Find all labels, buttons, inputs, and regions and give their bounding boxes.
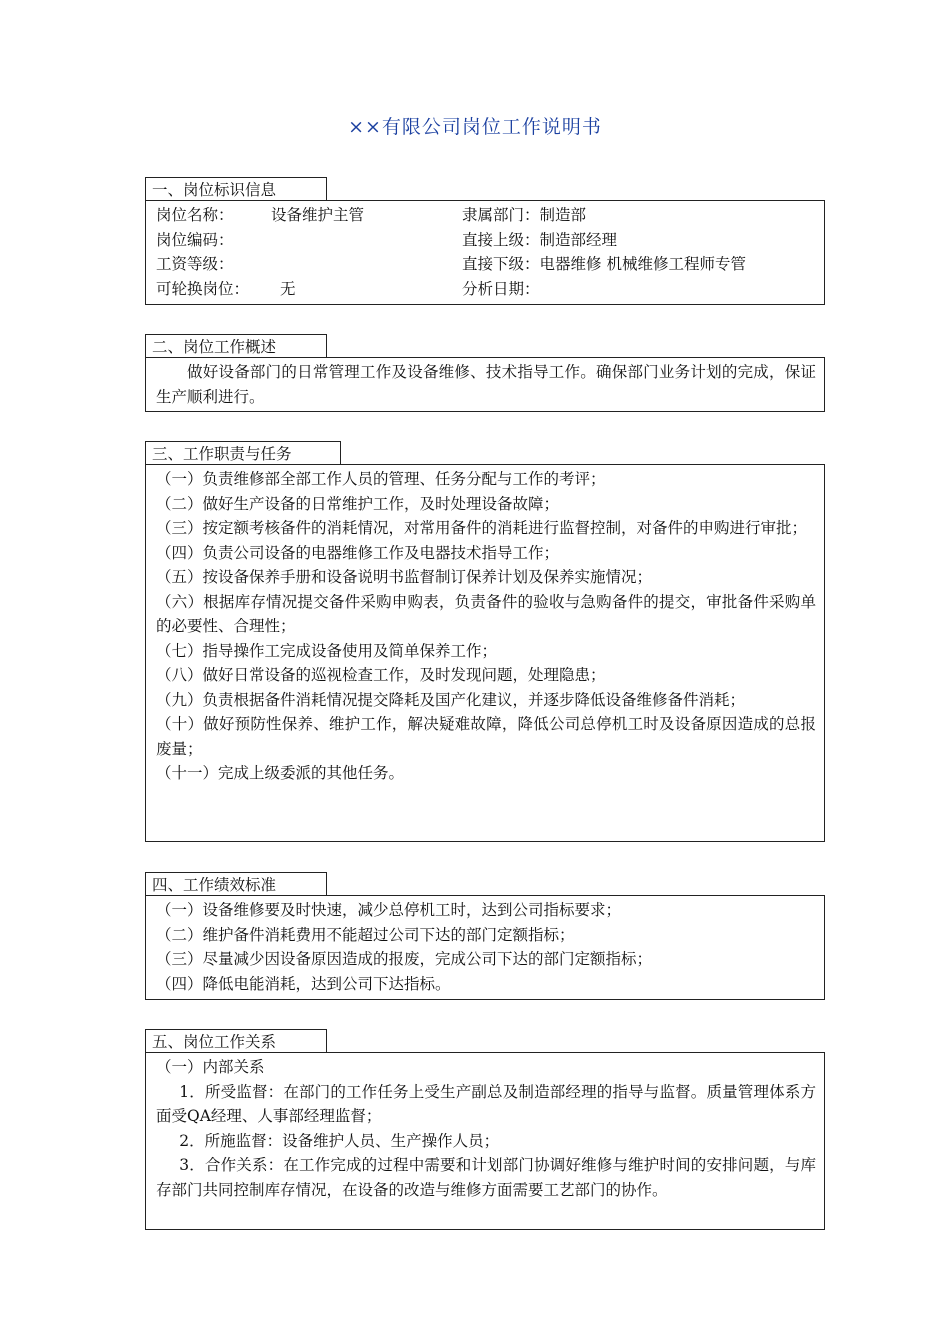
section-3-heading: 三、工作职责与任务 bbox=[145, 441, 341, 465]
field-label: 工资等级： bbox=[156, 255, 234, 273]
field-value: 电器维修 机械维修工程师专管 bbox=[539, 255, 746, 273]
info-row bbox=[156, 228, 816, 253]
kpi-item: （一）设备维修要及时快速，减少总停机工时，达到公司指标要求； bbox=[156, 901, 622, 919]
duty-item: （九）负责根据备件消耗情况提交降耗及国产化建议，并逐步降低设备维修备件消耗； bbox=[156, 690, 746, 709]
duty-item: （十一）完成上级委派的其他任务。 bbox=[156, 764, 405, 782]
info-row bbox=[156, 277, 816, 302]
field-label: 直接上级： bbox=[462, 230, 540, 249]
field-label: 可轮换岗位： bbox=[156, 279, 250, 298]
section-4-heading: 四、工作绩效标准 bbox=[145, 872, 327, 896]
field-label: 隶属部门： bbox=[462, 206, 540, 224]
duty-item: （五）按设备保养手册和设备说明书监督制订保养计划及保养实施情况； bbox=[156, 568, 653, 586]
duty-item: （十）做好预防性保养、维护工作，解决疑难故障，降低公司总停机工时及设备原因造成的总报废量； bbox=[156, 715, 816, 758]
field-value: 设备维护主管 bbox=[271, 206, 365, 224]
kpi-item: （二）维护备件消耗费用不能超过公司下达的部门定额指标； bbox=[156, 925, 575, 944]
duty-item: （八）做好日常设备的巡视检查工作，及时发现问题，处理隐患； bbox=[156, 666, 606, 684]
relation-subheading: （一）内部关系 bbox=[156, 1058, 265, 1076]
duty-item: （四）负责公司设备的电器维修工作及电器技术指导工作； bbox=[156, 543, 560, 562]
duty-item: （六）根据库存情况提交备件采购申购表，负责备件的验收与急购备件的提交，审批备件采购单的必要性、合理性； bbox=[156, 592, 816, 635]
field-label: 岗位名称： bbox=[156, 206, 234, 224]
duty-item: （三）按定额考核备件的消耗情况，对常用备件的消耗进行监督控制，对备件的申购进行审批； bbox=[156, 519, 808, 537]
kpi-item: （三）尽量减少因设备原因造成的报废，完成公司下达的部门定额指标； bbox=[156, 950, 653, 968]
section-2-heading: 二、岗位工作概述 bbox=[145, 334, 327, 358]
duty-item: （七）指导操作工完成设备使用及简单保养工作； bbox=[156, 641, 498, 660]
field-value: 制造部 bbox=[539, 206, 587, 224]
field-label: 直接下级： bbox=[462, 255, 540, 273]
field-label: 岗位编码： bbox=[156, 230, 234, 249]
field-value: 无 bbox=[280, 279, 296, 298]
section-4-box bbox=[145, 895, 825, 1000]
section-2-box bbox=[145, 357, 825, 412]
info-row bbox=[156, 203, 816, 228]
relation-item: 2．所施监督：设备维护人员、生产操作人员； bbox=[179, 1131, 500, 1150]
section-5-heading: 五、岗位工作关系 bbox=[145, 1029, 327, 1053]
relation-item: 3．合作关系：在工作完成的过程中需要和计划部门协调好维修与维护时间的安排问题，与库存部门共同控制库存情况，在设备的改造与维修方面需要工艺部门的协作。 bbox=[156, 1156, 816, 1199]
field-label: 分析日期： bbox=[462, 279, 540, 298]
page-title: ××有限公司岗位工作说明书 bbox=[348, 116, 602, 138]
section-3-box bbox=[145, 464, 825, 842]
section-1-box bbox=[145, 200, 825, 305]
kpi-item: （四）降低电能消耗，达到公司下达指标。 bbox=[156, 974, 451, 993]
duty-item: （二）做好生产设备的日常维护工作，及时处理设备故障； bbox=[156, 494, 560, 513]
overview-text: 做好设备部门的日常管理工作及设备维修、技术指导工作。确保部门业务计划的完成，保证生产顺利进行。 bbox=[156, 363, 816, 406]
duty-item: （一）负责维修部全部工作人员的管理、任务分配与工作的考评； bbox=[156, 470, 606, 488]
relation-item: 1．所受监督：在部门的工作任务上受生产副总及制造部经理的指导与监督。质量管理体系方面受QA经理、人事部经理监督； bbox=[156, 1082, 816, 1125]
info-row bbox=[156, 252, 816, 277]
field-value: 制造部经理 bbox=[539, 230, 618, 249]
section-1-heading: 一、岗位标识信息 bbox=[145, 177, 327, 201]
section-5-box bbox=[145, 1052, 825, 1230]
